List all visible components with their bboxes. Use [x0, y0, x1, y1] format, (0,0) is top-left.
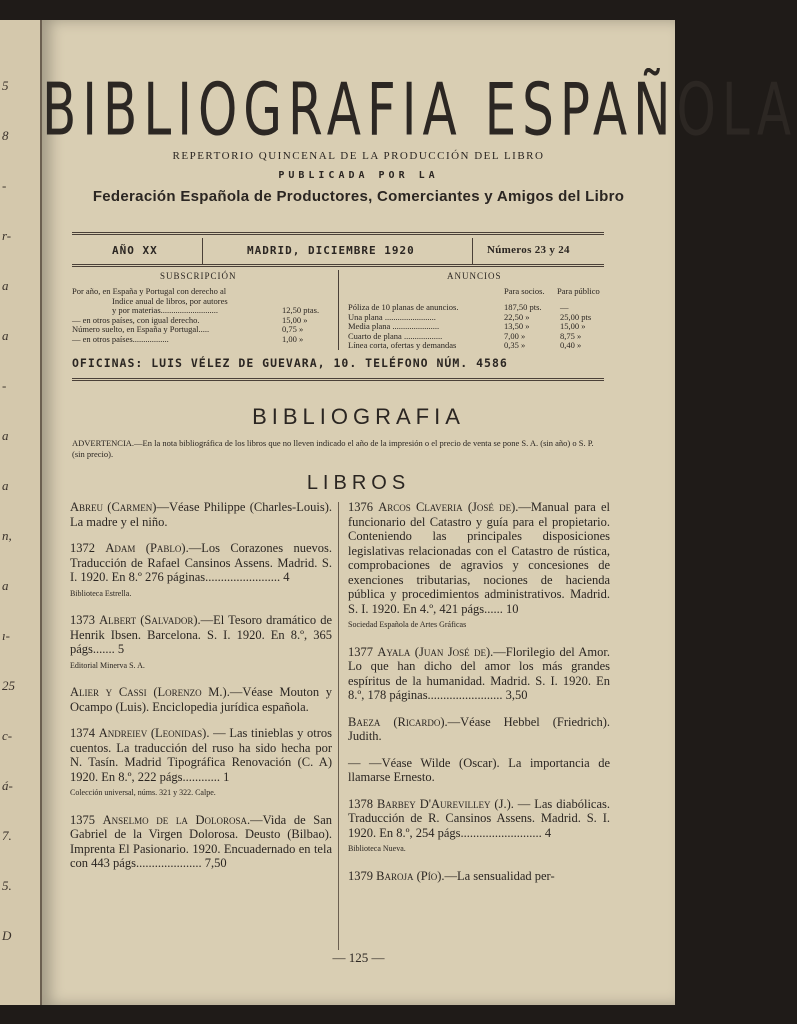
entry-text: .—La sensualidad per-	[441, 868, 555, 883]
ad-price-socios: 187,50 pts.	[504, 302, 542, 312]
left-page-fragment: c-	[2, 728, 13, 743]
libros-title: LIBROS	[306, 472, 411, 494]
subscription-label: Indice anual de libros, por autores	[112, 295, 228, 306]
federation-name: Federación Española de Productores, Comerciantes y Amigos del Libro	[92, 188, 625, 205]
entry-author: Albert (Salvador)	[99, 613, 198, 627]
subscription-label: — en otros países.................	[72, 333, 169, 344]
left-page-fragment: a	[2, 328, 9, 343]
entry-text: .—Véase Mouton y Ocampo (Luis). Enciclopedia jurídica española.	[70, 685, 332, 714]
entry-author: Abreu (Carmen)	[70, 500, 157, 514]
issue-numbers: Números 23 y 24	[487, 244, 570, 256]
entry-text: .—Los Corazones nuevos. Traducción de Rafael Cansinos Assens. Madrid. S. I. 1920. En 8.º 276 páginas........................ 4	[70, 541, 333, 584]
ads-col-publico: Para público	[557, 286, 600, 296]
ad-price-publico: —	[560, 302, 569, 312]
entry-publisher-note: Biblioteca Nueva.	[348, 844, 406, 853]
entries-right-column	[348, 500, 610, 895]
bibliography-entry	[348, 715, 610, 744]
entry-number: 1377	[348, 644, 378, 659]
subscription-price: 1,00 »	[282, 333, 304, 344]
ad-label: Cuarto de plana ..................	[348, 330, 443, 341]
left-page-edge	[0, 20, 42, 1005]
entry-author: Barbey D'Aurevilley (J.)	[376, 796, 511, 811]
left-page-fragment: á-	[2, 778, 13, 793]
left-page-fragment: 8	[2, 128, 9, 143]
entry-number: 1378	[348, 796, 377, 811]
subscription-label: Número suelto, en España y Portugal.....	[72, 324, 210, 334]
entry-publisher-note: Colección universal, núms. 321 y 322. Calpe.	[70, 788, 216, 797]
issue-year: AÑO XX	[112, 244, 158, 257]
ad-price-socios: 13,50 »	[504, 321, 530, 331]
entry-number: 1374	[70, 726, 99, 740]
ad-price-publico: 25,00 pts	[560, 311, 592, 322]
offices-line: OFICINAS: LUIS VÉLEZ DE GUEVARA, 10. TELÉFONO NÚM. 4586	[72, 356, 508, 370]
left-page-fragment: r-	[2, 228, 12, 243]
bibliography-entry	[70, 685, 332, 714]
entry-publisher-note: Sociedad Española de Artes Gráficas	[348, 620, 467, 629]
bibliography-entry	[348, 869, 610, 884]
left-page-fragment: ı-	[2, 628, 10, 643]
header-rule-bottom	[72, 264, 604, 267]
journal-subtitle: REPERTORIO QUINCENAL DE LA PRODUCCIÓN DEL LIBRO	[172, 150, 545, 162]
entry-author: Ayala (Juan José de)	[377, 644, 491, 659]
entry-author: Alier y Cassi (Lorenzo M.)	[70, 685, 227, 699]
entry-author: — —	[348, 755, 382, 770]
entry-text: . — Las diabólicas. Traducción de R. Cansinos Assens. Madrid. S. I. 1920. En 8.º, 254 págs.......................... 4	[348, 796, 611, 840]
left-page-fragment: a	[2, 478, 9, 493]
subscription-heading: SUBSCRIPCIÓN	[160, 271, 237, 281]
ad-price-publico: 15,00 »	[560, 321, 586, 331]
subscription-label: — en otros países, con igual derecho.	[72, 314, 200, 325]
entry-author: Adam (Pablo)	[105, 541, 186, 555]
entry-publisher-note: Editorial Minerva S. A.	[70, 660, 145, 670]
issue-info-bar	[72, 238, 604, 264]
ad-price-socios: 22,50 »	[504, 311, 530, 322]
issue-place-date: MADRID, DICIEMBRE 1920	[247, 244, 415, 257]
bibliography-entry	[348, 500, 610, 633]
subscription-label: y por materias...........................	[112, 305, 218, 315]
left-page-fragment: D	[2, 928, 12, 943]
left-page-fragment: -	[2, 378, 7, 393]
bibliography-entry	[348, 645, 610, 703]
divider	[472, 238, 473, 264]
left-page-fragment: 5.	[2, 878, 12, 893]
bibliography-entry	[348, 797, 610, 857]
ad-price-socios: 7,00 »	[504, 330, 526, 341]
entry-text: .—El Tesoro dramático de Henrik Ibsen. Barcelona. S. I. 1920. En 8.º, 365 págs....... 5	[70, 613, 333, 656]
ad-price-socios: 0,35 »	[504, 340, 526, 350]
ad-label: Una plana ........................	[348, 311, 436, 322]
entry-text: .—Véase Hebbel (Friedrich). Judith.	[348, 714, 611, 743]
ad-price-publico: 8,75 »	[560, 330, 582, 341]
entry-number: 1372	[70, 541, 106, 555]
entry-author: Andreiev (Leonidas)	[98, 726, 207, 740]
ad-label: Póliza de 10 planas de anuncios.	[348, 302, 459, 312]
entry-number: 1373	[70, 613, 100, 627]
section-rule	[72, 378, 604, 381]
left-page-fragment: a	[2, 428, 9, 443]
entry-text: Véase Wilde (Oscar). La importancia de llamarse Ernesto.	[348, 755, 610, 784]
left-page-fragment: 7.	[2, 828, 12, 843]
entry-publisher-note: Biblioteca Estrella.	[70, 588, 132, 598]
subscription-price: 15,00 »	[282, 314, 308, 325]
bibliography-entry	[70, 726, 332, 801]
page-number: — 125 —	[332, 950, 385, 965]
entry-author: Baroja (Pío)	[376, 868, 442, 883]
entry-text: .—Vida de San Gabriel de la Virgen Dolorosa. Deusto (Bilbao). Imprenta El Pasionario. 1920. Encuadernado en tela con 443 págs..................... 7,50	[70, 812, 332, 870]
entry-author: Arcos Claveria (José de)	[378, 500, 516, 514]
published-by: PUBLICADA POR LA	[278, 170, 439, 181]
entry-text: .—Florilegio del Amor. Lo que han dicho del amor los más grandes espíritus de la humanidad. Madrid. S. I. 1920. En 8.º, 178 páginas........................ 3,50	[348, 644, 611, 702]
entry-text: .—Manual para el funcionario del Catastro y guía para el propietario. Conteniendo las principales disposiciones legislativas relacionadas con el Catastro de rústica, comprobaciones de agravios y concesiones de exenciones tributarias, nociones de hacienda pública y procedimientos administrativos. Madrid. S. I. 1920. En 4.º, 421 págs...... 10	[348, 500, 611, 616]
entry-number: 1379	[348, 868, 377, 883]
ads-col-socios: Para socios.	[504, 286, 545, 296]
bibliography-entry	[70, 613, 332, 673]
ad-label: Línea corta, ofertas y demandas	[348, 340, 457, 350]
entry-text: —Véase Philippe (Charles-Louis). La madre y el niño.	[70, 500, 332, 529]
left-page-fragment: a	[2, 578, 9, 593]
entry-text: . — Las tinieblas y otros cuentos. La traducción del ruso ha sido hecha por N. Tasín. Madrid Tipográfica Renovación (C. A) 1920. En 8.º, 222 págs............ 1	[70, 726, 333, 784]
left-page-fragment: -	[2, 178, 7, 193]
advertencia-note: ADVERTENCIA.—En la nota bibliográfica de los libros que no lleven indicado el año de la impresión o el precio de venta se pone S. A. (sin año) o S. P. (sin precio).	[72, 438, 594, 459]
bibliography-entry	[70, 541, 332, 601]
entries-left-column	[70, 500, 332, 883]
column-divider	[338, 502, 339, 950]
journal-title: BIBLIOGRAFIA ESPAÑOLA	[42, 68, 797, 153]
header-rule-top	[72, 232, 604, 235]
entry-author: Baeza (Ricardo)	[348, 714, 445, 729]
entry-number: 1375	[70, 812, 103, 827]
divider	[202, 238, 203, 264]
entry-author: Anselmo de la Dolorosa	[102, 812, 248, 827]
subscription-label: Por año, en España y Portugal con derecho al	[72, 286, 227, 296]
entry-number: 1376	[348, 500, 379, 514]
section-title: BIBLIOGRAFIA	[252, 404, 465, 429]
bibliography-entry	[70, 500, 332, 529]
ad-label: Media plana ......................	[348, 321, 440, 331]
ads-heading: ANUNCIOS	[447, 271, 502, 281]
bibliography-entry	[348, 756, 610, 785]
document-page	[42, 20, 797, 1005]
left-page-fragment: 25	[2, 678, 15, 693]
subscription-price: 12,50 ptas.	[282, 305, 320, 315]
left-page-fragment: n,	[2, 528, 12, 543]
divider	[338, 270, 339, 350]
left-page-fragment: 5	[2, 78, 9, 93]
subscription-price: 0,75 »	[282, 324, 304, 334]
ad-price-publico: 0,40 »	[560, 340, 582, 350]
left-page-fragment: a	[2, 278, 9, 293]
bibliography-entry	[70, 813, 332, 871]
